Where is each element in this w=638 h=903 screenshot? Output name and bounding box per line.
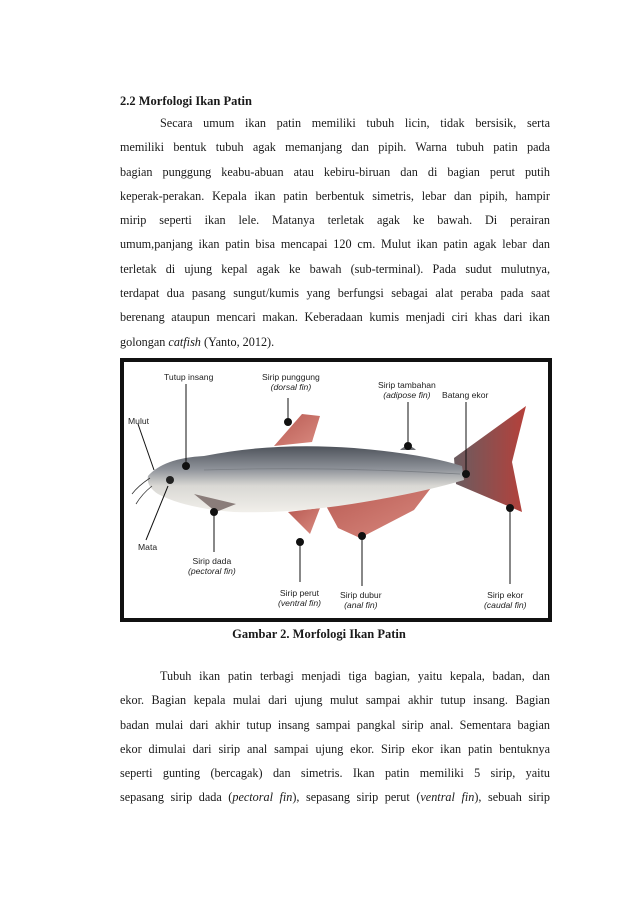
- paragraph-2: [120, 664, 550, 810]
- label-sub: (pectoral fin): [188, 566, 236, 576]
- fish-illustration: [124, 362, 548, 618]
- paragraph-line: Tubuh ikan patin terbagi menjadi tiga bagian, yaitu kepala, badan, dan: [160, 669, 550, 683]
- label-sub: (dorsal fin): [270, 382, 312, 392]
- label-sirip-perut: [278, 588, 321, 608]
- text-run: sepasang sirip dada (: [120, 790, 233, 805]
- italic-term: catfish: [168, 334, 201, 349]
- dorsal-fin: [274, 414, 320, 446]
- label-mata: Mata: [138, 542, 158, 552]
- paragraph-line: berenang ataupun mencari makan. Keberadaan kumis menjadi ciri khas dari ikan: [120, 310, 550, 325]
- text-run: ), sepasang sirip perut (: [292, 790, 421, 805]
- paragraph-line: terdapat dua pasang sungut/kumis yang berfungsi sebagai alat peraba pada saat: [120, 286, 550, 301]
- label-text: Sirip dada: [192, 556, 232, 566]
- figure-canvas: [124, 362, 548, 618]
- label-text: Sirip perut: [279, 588, 320, 598]
- label-sub: (ventral fin): [278, 598, 321, 608]
- label-sirip-dubur: [340, 590, 382, 610]
- paragraph-line: keperak-perakan. Kepala ikan patin berbentuk simetris, lebar dan pipih, hampir: [120, 188, 550, 203]
- label-text: Sirip tambahan: [378, 380, 436, 390]
- figure-caption: Gambar 2. Morfologi Ikan Patin: [232, 627, 406, 641]
- italic-term: pectoral fin: [232, 790, 293, 805]
- paragraph-line: memiliki bentuk tubuh agak memanjang dan pipih. Warna tubuh patin pada: [120, 140, 550, 155]
- eye: [166, 476, 174, 484]
- label-text: Sirip ekor: [487, 590, 524, 600]
- text-run: (Yanto, 2012).: [200, 334, 275, 349]
- ventral-fin: [288, 508, 320, 534]
- label-tutup-insang: Tutup insang: [164, 372, 214, 382]
- paragraph-line: seperti gunting (bercagak) dan simetris. Ikan patin memiliki 5 sirip, yaitu: [120, 766, 550, 781]
- paragraph-line: [120, 785, 550, 809]
- label-batang-ekor: Batang ekor: [442, 390, 489, 400]
- italic-term: ventral fin: [420, 790, 475, 805]
- paragraph-line: terletak di ujung kepal agak ke bawah (sub-terminal). Pada sudut mulutnya,: [120, 261, 550, 276]
- paragraph-line: umum,panjang ikan patin bisa mencapai 120 cm. Mulut ikan patin agak lebar dan: [120, 237, 550, 252]
- section-title: 2.2 Morfologi Ikan Patin: [120, 94, 252, 108]
- label-text: Sirip punggung: [262, 372, 320, 382]
- label-mulut: Mulut: [128, 416, 150, 426]
- text-run: ), sebuah sirip: [474, 790, 551, 805]
- paragraph-line: Secara umum ikan patin memiliki tubuh licin, tidak bersisik, serta: [160, 116, 550, 130]
- label-sub: (anal fin): [344, 600, 378, 610]
- label-sub: (adipose fin): [383, 390, 431, 400]
- paragraph-line: badan mulai dari akhir tutup insang sampai pangkal sirip anal. Sementara bagian: [120, 717, 550, 732]
- text-run: golongan: [120, 334, 169, 349]
- paragraph-line: [120, 330, 550, 354]
- caudal-fin: [454, 406, 526, 512]
- paragraph-line: ekor. Bagian kepala mulai dari ujung mulut sampai akhir tutup insang. Bagian: [120, 693, 550, 708]
- paragraph-line: bagian punggung keabu-abuan atau kebiru-biruan dan di bagian perut putih: [120, 164, 550, 179]
- label-sirip-tambahan: [378, 380, 436, 400]
- paragraph-1: [120, 111, 550, 354]
- label-text: Sirip dubur: [340, 590, 382, 600]
- label-sirip-punggung: [262, 372, 320, 392]
- paragraph-line: ekor dimulai dari sirip anal sampai ujung ekor. Sirip ekor ikan patin bentuknya: [120, 741, 550, 756]
- label-sirip-ekor: [484, 590, 527, 610]
- fish-morphology-figure: [120, 358, 552, 622]
- label-sub: (caudal fin): [484, 600, 527, 610]
- label-sirip-dada: [188, 556, 236, 576]
- paragraph-line: mirip seperti ikan lele. Matanya terletak agak ke bawah. Di perairan: [120, 213, 550, 228]
